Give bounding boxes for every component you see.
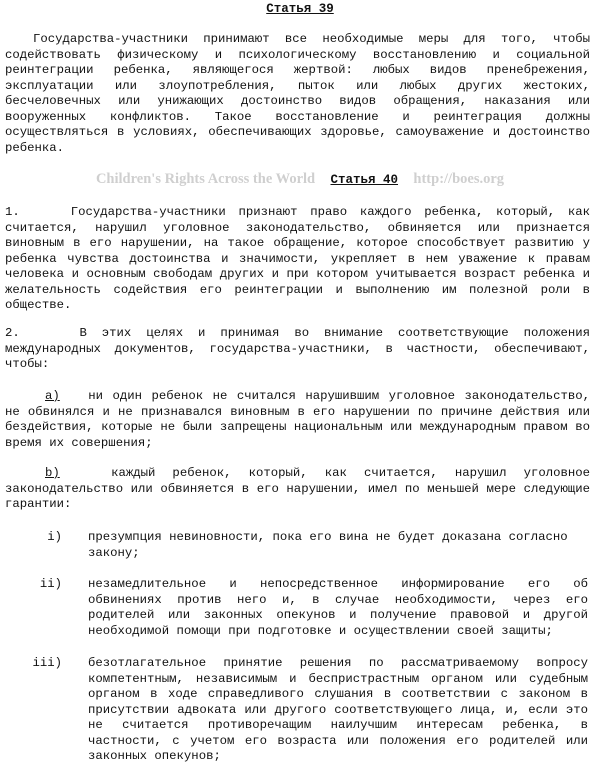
article-39-paragraph [5, 32, 590, 156]
paragraph-2-body [5, 326, 590, 373]
item-ii [88, 577, 588, 639]
subparagraph-b [5, 466, 590, 513]
item-ii-text: незамедлительное и непосредственное информирование его об обвинениях против него и, в случае необходимости, через его родителей или законных опекунов и получение правовой и другой необходимой помощи при подготовке и осуществлении своей защиты; [88, 577, 588, 638]
paragraph-2-number: 2. [5, 326, 20, 340]
subparagraph-a-label: a) [45, 389, 60, 403]
item-i [88, 530, 588, 561]
article-39-heading: Статья 39 [266, 2, 334, 16]
item-i-text: презумпция невиновности, пока его вина не будет доказана согласно закону; [88, 530, 568, 560]
item-i-label: i) [47, 530, 62, 544]
watermark-right: http://boes.org [413, 171, 505, 187]
subparagraph-b-text: каждый ребенок, который, как считается, нарушил уголовное законодательство или обвиняется в его нарушении, имел по меньшей мере следующие гарантии: [5, 466, 590, 511]
paragraph-1-text: Государства-участники признают право каждого ребенка, который, как считается, нарушил уголовное законодательство, обвиняется или признается виновным в его нарушении, на такое обращение, которое способствует развитию у ребенка чувства достоинства и значимости, укрепляет в нем уважение к правам человека и основным свободам других и при котором учитывается возраст ребенка и желательность содействия его реинтеграции и выполнению им полезной роли в обществе. [5, 205, 590, 312]
paragraph-1-number: 1. [5, 205, 20, 219]
paragraph-1 [5, 205, 590, 314]
item-ii-label: ii) [39, 577, 62, 591]
subparagraph-a-text: ни один ребенок не считался нарушившим уголовное законодательство, не обвинялся и не признавался виновным в его нарушении по причине действия или бездействия, которые не были запрещены национальным или международным правом во время их совершения; [5, 389, 590, 450]
item-iii [88, 656, 588, 765]
watermark-left: Children's Rights Across the World [95, 171, 316, 187]
item-iii-label: iii) [32, 656, 62, 670]
item-iii-text: безотлагательное принятие решения по рассматриваемому вопросу компетентным, независимым и беспристрастным органом или судебным органом в ходе справедливого слушания в соответствии с законом в присутствии адвоката или другого соответствующего лица, и, если это не считается противоречащим наилучшим интересам ребенка, в частности, с учетом его возраста или положения его родителей или законных опекунов; [88, 656, 588, 763]
paragraph-2-text: В этих целях и принимая во внимание соответствующие положения международных документов, государства-участники, в частности, обеспечивают, чтобы: [5, 326, 590, 371]
subparagraph-a-body [5, 389, 590, 451]
watermark-row [0, 170, 600, 189]
article-39-text: Государства-участники принимают все необходимые меры для того, чтобы содействовать физическому и психологическому восстановлению и социальной реинтеграции ребенка, являющегося жертвой: любых видов пренебрежения, эксплуатации или злоупотребления, пыток или любых других жестоких, бесчеловечных или унижающих достоинство видов обращения, наказания или вооруженных конфликтов. Такое восстановление и реинтеграция должны осуществляться в условиях, обеспечивающих здоровье, самоуважение и достоинство ребенка. [5, 32, 590, 155]
subparagraph-a [5, 389, 590, 451]
article-40-heading: Статья 40 [330, 173, 399, 187]
paragraph-2 [5, 326, 590, 373]
subparagraph-b-body [5, 466, 590, 513]
paragraph-1-body [5, 205, 590, 314]
subparagraph-b-label: b) [45, 466, 60, 480]
